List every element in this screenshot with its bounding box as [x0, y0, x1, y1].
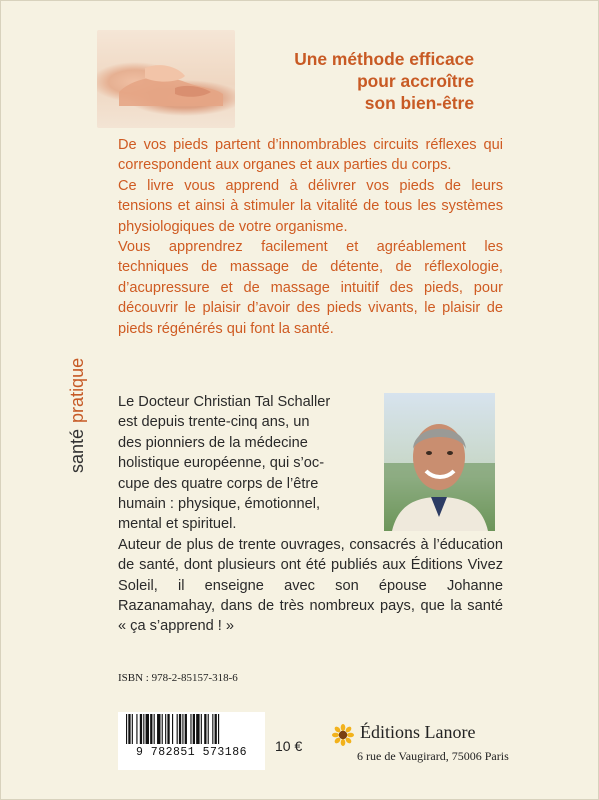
- barcode-bar: [165, 714, 166, 744]
- sunflower-logo-icon: [332, 724, 354, 746]
- barcode-digits: 9 782851 573186: [135, 746, 248, 759]
- collection-label: [63, 310, 87, 473]
- barcode-bar: [162, 714, 163, 744]
- bio-line: humain : physique, émotionnel,: [118, 496, 321, 513]
- description-paragraph: Vous apprendrez facilement et agréablement les techniques de massage de détente, de réflexologie, d’acupressure et de massage intuitif des pieds, pour découvrir le plaisir d’avoir des pieds vivants, le plaisir de pieds régénérés qui font la santé.: [118, 239, 503, 337]
- barcode-bars: [122, 714, 261, 746]
- barcode-bar: [179, 714, 181, 744]
- barcode-bar: [190, 714, 191, 744]
- description-paragraph: Ce livre vous apprend à délivrer vos pieds de leurs tensions et ainsi à stimuler la vitalité de tous les systèmes physiologiques de votre organisme.: [118, 177, 503, 235]
- headline-line: Une méthode efficace: [294, 49, 474, 69]
- barcode-bar: [185, 714, 187, 744]
- barcode-bar: [215, 714, 217, 744]
- barcode-bar: [126, 714, 127, 744]
- barcode-bar: [172, 714, 173, 744]
- barcode-bar: [201, 714, 202, 744]
- barcode-bar: [143, 714, 144, 744]
- collection-word-pratique: pratique: [67, 357, 87, 423]
- barcode-bar: [196, 714, 199, 744]
- headline-line: pour accroître: [357, 71, 474, 91]
- bio-paragraph: Auteur de plus de trente ouvrages, consacrés à l’éducation de santé, dont plusieurs ont été publiés aux Éditions Vivez Soleil, il enseigne avec son épouse Johanne Razanamahay, dans de très nombreux pays, que la santé « ça s’apprend ! »: [118, 536, 503, 635]
- headline-line: son bien-être: [364, 93, 474, 113]
- barcode-bar: [150, 714, 152, 744]
- bio-line: holistique européenne, qui s’oc-: [118, 455, 325, 472]
- barcode-bar: [157, 714, 160, 744]
- headline: [226, 48, 474, 114]
- barcode-bar: [208, 714, 209, 744]
- barcode-bar: [154, 714, 155, 744]
- bio-line: est depuis trente-cinq ans, un: [118, 414, 310, 431]
- barcode-bar: [177, 714, 178, 744]
- barcode: [118, 712, 265, 770]
- publisher-name: Éditions Lanore: [360, 722, 476, 742]
- isbn: ISBN : 978-2-85157-318-6: [118, 672, 238, 684]
- barcode-bar: [167, 714, 169, 744]
- description-paragraph: De vos pieds partent d’innombrables circuits réflexes qui correspondent aux organes et aux parties du corps.: [118, 137, 503, 174]
- barcode-bar: [146, 714, 149, 744]
- foot-massage-photo: [97, 30, 235, 128]
- barcode-bar: [132, 714, 133, 744]
- barcode-bar: [136, 714, 137, 744]
- barcode-bar: [204, 714, 206, 744]
- bio-line: des pionniers de la médecine: [118, 434, 308, 451]
- author-portrait: [384, 393, 495, 531]
- description: [118, 135, 503, 339]
- bio-line: mental et spirituel.: [118, 516, 237, 533]
- barcode-bar: [140, 714, 142, 744]
- barcode-bar: [182, 714, 183, 744]
- collection-word-sante: santé: [67, 428, 87, 473]
- barcode-bar: [128, 714, 130, 744]
- bio-line: cupe des quatre corps de l’être: [118, 475, 319, 492]
- barcode-bar: [193, 714, 195, 744]
- barcode-bar: [212, 714, 213, 744]
- price: 10 €: [275, 738, 303, 754]
- barcode-bar: [218, 714, 219, 744]
- bio-line: Le Docteur Christian Tal Schaller: [118, 394, 331, 410]
- publisher-address: 6 rue de Vaugirard, 75006 Paris: [357, 749, 509, 763]
